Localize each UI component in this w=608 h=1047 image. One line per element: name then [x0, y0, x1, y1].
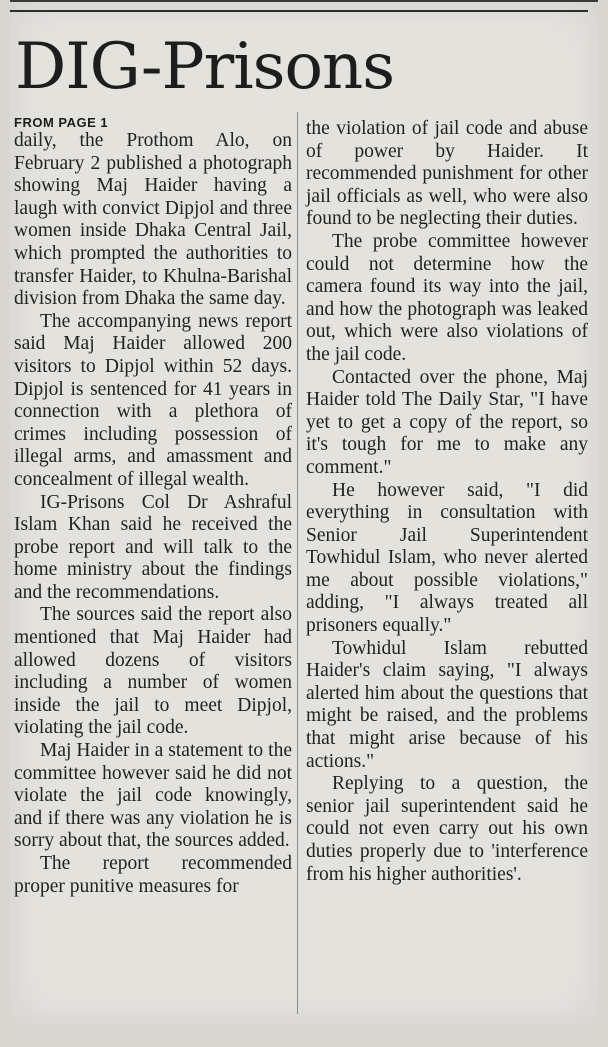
column-divider — [297, 112, 298, 1014]
headline: DIG-Prisons — [15, 30, 395, 104]
paragraph: Replying to a question, the senior jail superintendent said he could not even carry out his own duties properly due to 'interference from his higher authorities'. — [306, 773, 588, 885]
paragraph: The sources said the report also mentioned that Maj Haider had allowed dozens of visitors including a number of women inside the jail to meet Dipjol, violating the jail code. — [14, 604, 292, 739]
right-column — [306, 118, 588, 886]
kicker: FROM PAGE 1 — [14, 115, 109, 130]
paragraph: Maj Haider in a statement to the committee however said he did not violate the jail code knowingly, and if there was any violation he is sorry about that, the sources added. — [14, 740, 292, 852]
paragraph: IG-Prisons Col Dr Ashraful Islam Khan said he received the probe report and will talk to the home ministry about the findings and the recommendations. — [14, 491, 292, 603]
paragraph: the violation of jail code and abuse of power by Haider. It recommended punishment for other jail officials as well, who were also found to be neglecting their duties. — [306, 118, 588, 230]
paragraph: daily, the Prothom Alo, on February 2 published a photograph showing Maj Haider having a laugh with convict Dipjol and three women inside Dhaka Central Jail, which prompted the authorities to transfer Haider, to Khulna-Barishal division from Dhaka the same day. — [14, 130, 292, 310]
left-column — [14, 115, 292, 898]
paragraph: Contacted over the phone, Maj Haider told The Daily Star, "I have yet to get a copy of the report, so it's tough for me to make any comment." — [306, 366, 588, 478]
top-rule — [10, 10, 588, 12]
paragraph: The probe committee however could not determine how the camera found its way into the jail, and how the photograph was leaked out, which were also violations of the jail code. — [306, 230, 588, 365]
paragraph: The accompanying news report said Maj Haider allowed 200 visitors to Dipjol within 52 days. Dipjol is sentenced for 41 years in connection with a plethora of crimes including possession of illegal arms, and amassment and concealment of illegal wealth. — [14, 310, 292, 490]
paragraph: The report recommended proper punitive measures for — [14, 853, 292, 897]
paragraph: He however said, "I did everything in consultation with Senior Jail Superintendent Towhidul Islam, who never alerted me about possible violations," adding, "I always treated all prisoners equally." — [306, 479, 588, 637]
paragraph: Towhidul Islam rebutted Haider's claim saying, "I always alerted him about the questions that might be raised, and the problems that might arise because of his actions." — [306, 637, 588, 772]
